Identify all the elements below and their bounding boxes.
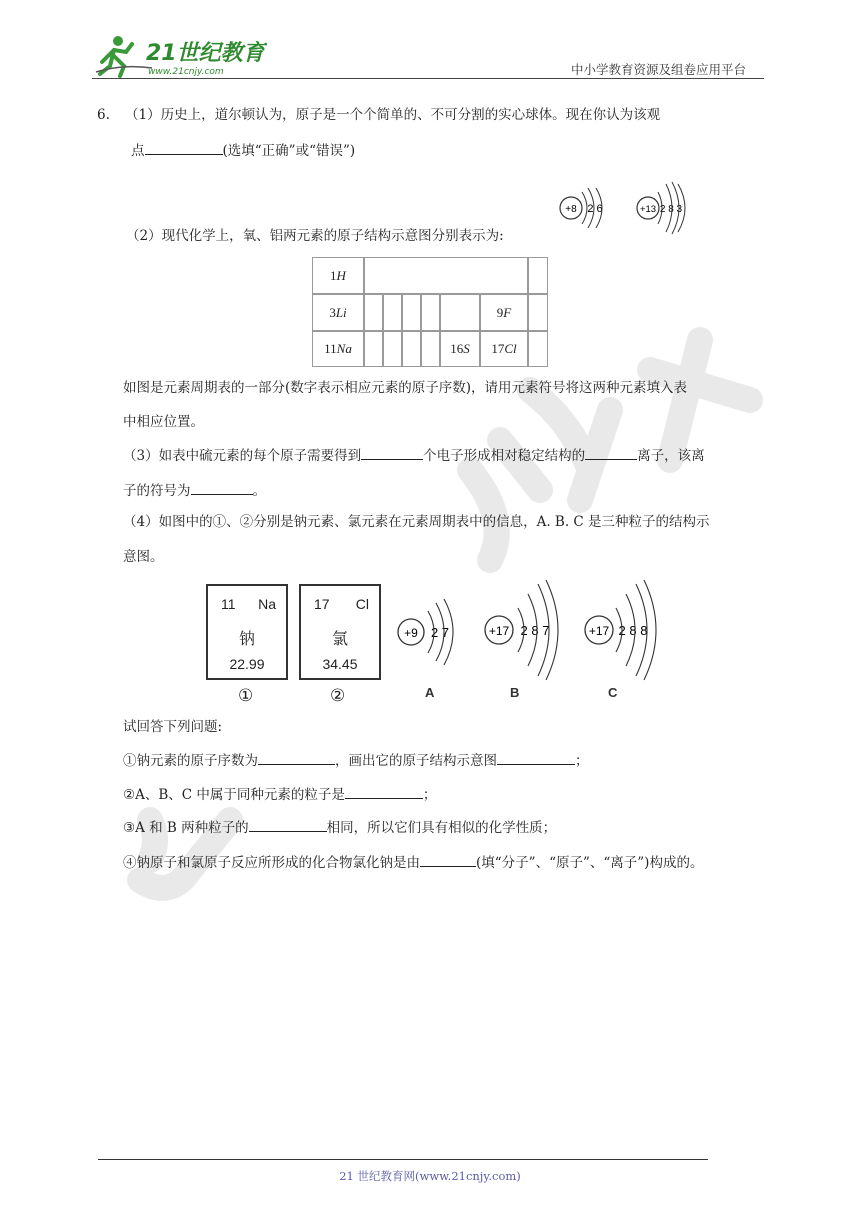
intro-text: 试回答下列问题: bbox=[123, 719, 223, 735]
answer-blank-ion-type[interactable] bbox=[585, 446, 637, 460]
part3-text-c: 离子，该离 bbox=[637, 448, 705, 464]
particle-c-label: C bbox=[608, 685, 618, 700]
cell-row3-noble[interactable] bbox=[528, 331, 548, 367]
answer-blank-atomic-number[interactable] bbox=[258, 751, 335, 765]
aluminum-nucleus-text: +13 bbox=[639, 204, 657, 215]
cell-row2-c2[interactable] bbox=[383, 294, 402, 331]
particle-b-nucleus: +17 bbox=[488, 624, 510, 638]
question-number: 6. bbox=[97, 107, 110, 123]
answer-blank-same-property[interactable] bbox=[249, 818, 327, 832]
subq4-text-a: ④钠原子和氯原子反应所形成的化合物氯化钠是由 bbox=[123, 855, 420, 871]
cell-cl: 17 Cl bbox=[480, 331, 528, 367]
part2-desc-line2: 中相应位置。 bbox=[123, 414, 204, 430]
answer-blank-1[interactable] bbox=[145, 141, 223, 155]
part2-desc-line1: 如图是元素周期表的一部分(数字表示相应元素的原子序数)，请用元素符号将这两种元素填入表 bbox=[123, 380, 688, 396]
part3-text-b: 个电子形成相对稳定结构的 bbox=[423, 448, 586, 464]
label-circled-1: ① bbox=[238, 686, 254, 706]
subq4 bbox=[123, 853, 703, 872]
sodium-card bbox=[206, 584, 288, 680]
subq3 bbox=[123, 818, 556, 837]
chlorine-card bbox=[299, 584, 381, 680]
cell-row3-c2[interactable] bbox=[383, 331, 402, 367]
subq3-text-b: 相同，所以它们具有相似的化学性质； bbox=[326, 820, 557, 836]
subq1-text-b: ，画出它的原子结构示意图 bbox=[335, 753, 497, 769]
cell-row2-oxygen-slot[interactable] bbox=[440, 294, 480, 331]
part4-line2: 意图。 bbox=[123, 549, 164, 565]
particle-b-diagram bbox=[480, 572, 570, 682]
cell-li: 3 Li bbox=[312, 294, 364, 331]
subq3-text-a: ③A 和 B 两种粒子的 bbox=[123, 820, 249, 836]
sodium-symbol: Na bbox=[258, 596, 276, 612]
part1-line2 bbox=[131, 141, 355, 160]
oxygen-aluminum-diagrams bbox=[552, 178, 692, 238]
oxygen-nucleus-text: +8 bbox=[565, 204, 577, 215]
cell-h: 1 H bbox=[312, 257, 364, 294]
answer-blank-ion-symbol[interactable] bbox=[191, 481, 253, 495]
part3-text-e: 。 bbox=[252, 483, 266, 499]
cell-row1-empty[interactable] bbox=[364, 257, 528, 294]
subq2 bbox=[123, 785, 436, 804]
answer-blank-same-element[interactable] bbox=[345, 785, 423, 799]
logo-url: www.21cnjy.com bbox=[148, 67, 224, 77]
particle-c-shells: 2 8 8 bbox=[618, 623, 648, 638]
header-tagline: 中小学教育资源及组卷应用平台 bbox=[571, 62, 747, 77]
logo-text: 21世纪教育 bbox=[146, 41, 265, 66]
cell-row1-noble[interactable] bbox=[528, 257, 548, 294]
part3-line1 bbox=[123, 446, 705, 465]
part3-text-a: （3）如表中硫元素的每个原子需要得到 bbox=[123, 448, 362, 464]
sodium-mass: 22.99 bbox=[229, 656, 265, 672]
part1-text: （1）历史上，道尔顿认为，原子是一个个简单的、不可分割的实心球体。现在你认为该观 bbox=[125, 107, 661, 123]
sodium-name: 钠 bbox=[238, 629, 255, 648]
particle-a-shells: 2 7 bbox=[430, 625, 450, 640]
subq2-text-a: ②A、B、C 中属于同种元素的粒子是 bbox=[123, 787, 345, 803]
periodic-table-fragment bbox=[312, 257, 548, 367]
answer-blank-particle-type[interactable] bbox=[420, 853, 476, 867]
cell-row2-c4[interactable] bbox=[421, 294, 440, 331]
particle-c-nucleus: +17 bbox=[588, 624, 610, 638]
particle-a-diagram bbox=[392, 585, 472, 681]
part2-text: （2）现代化学上，氧、铝两元素的原子结构示意图分别表示为: bbox=[126, 228, 504, 244]
subq2-text-b: ； bbox=[422, 787, 437, 803]
part3-text-d: 子的符号为 bbox=[123, 483, 191, 499]
particle-b-shells: 2 8 7 bbox=[520, 623, 550, 638]
cell-row2-c1[interactable] bbox=[364, 294, 383, 331]
subq1-text-a: ①钠元素的原子序数为 bbox=[123, 753, 258, 769]
cell-row3-c3[interactable] bbox=[402, 331, 421, 367]
cell-f: 9 F bbox=[480, 294, 528, 331]
subq1 bbox=[123, 751, 589, 770]
footer-text: 21 世纪教育网(www.21cnjy.com) bbox=[339, 1169, 521, 1183]
particle-a-label: A bbox=[425, 685, 435, 700]
part4-line1: （4）如图中的①、②分别是钠元素、氯元素在元素周期表中的信息，A. B. C 是三种粒子的结构示 bbox=[123, 514, 710, 530]
cell-row3-c4[interactable] bbox=[421, 331, 440, 367]
cell-s: 16 S bbox=[440, 331, 480, 367]
chlorine-name: 氯 bbox=[331, 629, 348, 648]
part3-line2 bbox=[123, 481, 266, 500]
aluminum-shells-text: 2 8 3 bbox=[659, 204, 683, 215]
particle-c-diagram bbox=[580, 572, 670, 682]
part1-prefix: 点 bbox=[131, 143, 145, 159]
chlorine-mass: 34.45 bbox=[322, 656, 358, 672]
header-divider bbox=[92, 78, 764, 79]
label-circled-2: ② bbox=[330, 686, 346, 706]
subq1-text-c: ； bbox=[575, 753, 589, 769]
chlorine-symbol: Cl bbox=[355, 596, 369, 612]
oxygen-shells-text: 2 6 bbox=[587, 203, 603, 215]
particle-b-label: B bbox=[510, 685, 520, 700]
sodium-number: 11 bbox=[221, 596, 236, 612]
particle-a-nucleus: +9 bbox=[404, 626, 418, 640]
part1-suffix: (选填“正确”或“错误”) bbox=[222, 143, 356, 159]
cell-na: 11 Na bbox=[312, 331, 364, 367]
cell-row3-c1[interactable] bbox=[364, 331, 383, 367]
answer-blank-structure-diagram[interactable] bbox=[497, 751, 575, 765]
cell-row2-noble[interactable] bbox=[528, 294, 548, 331]
footer-divider bbox=[98, 1159, 708, 1160]
answer-blank-electrons[interactable] bbox=[361, 446, 423, 460]
chlorine-number: 17 bbox=[314, 596, 330, 612]
cell-row2-c3[interactable] bbox=[402, 294, 421, 331]
subq4-text-b: (填“分子”、“原子”、“离子”)构成的。 bbox=[476, 855, 704, 871]
site-logo bbox=[92, 32, 267, 80]
